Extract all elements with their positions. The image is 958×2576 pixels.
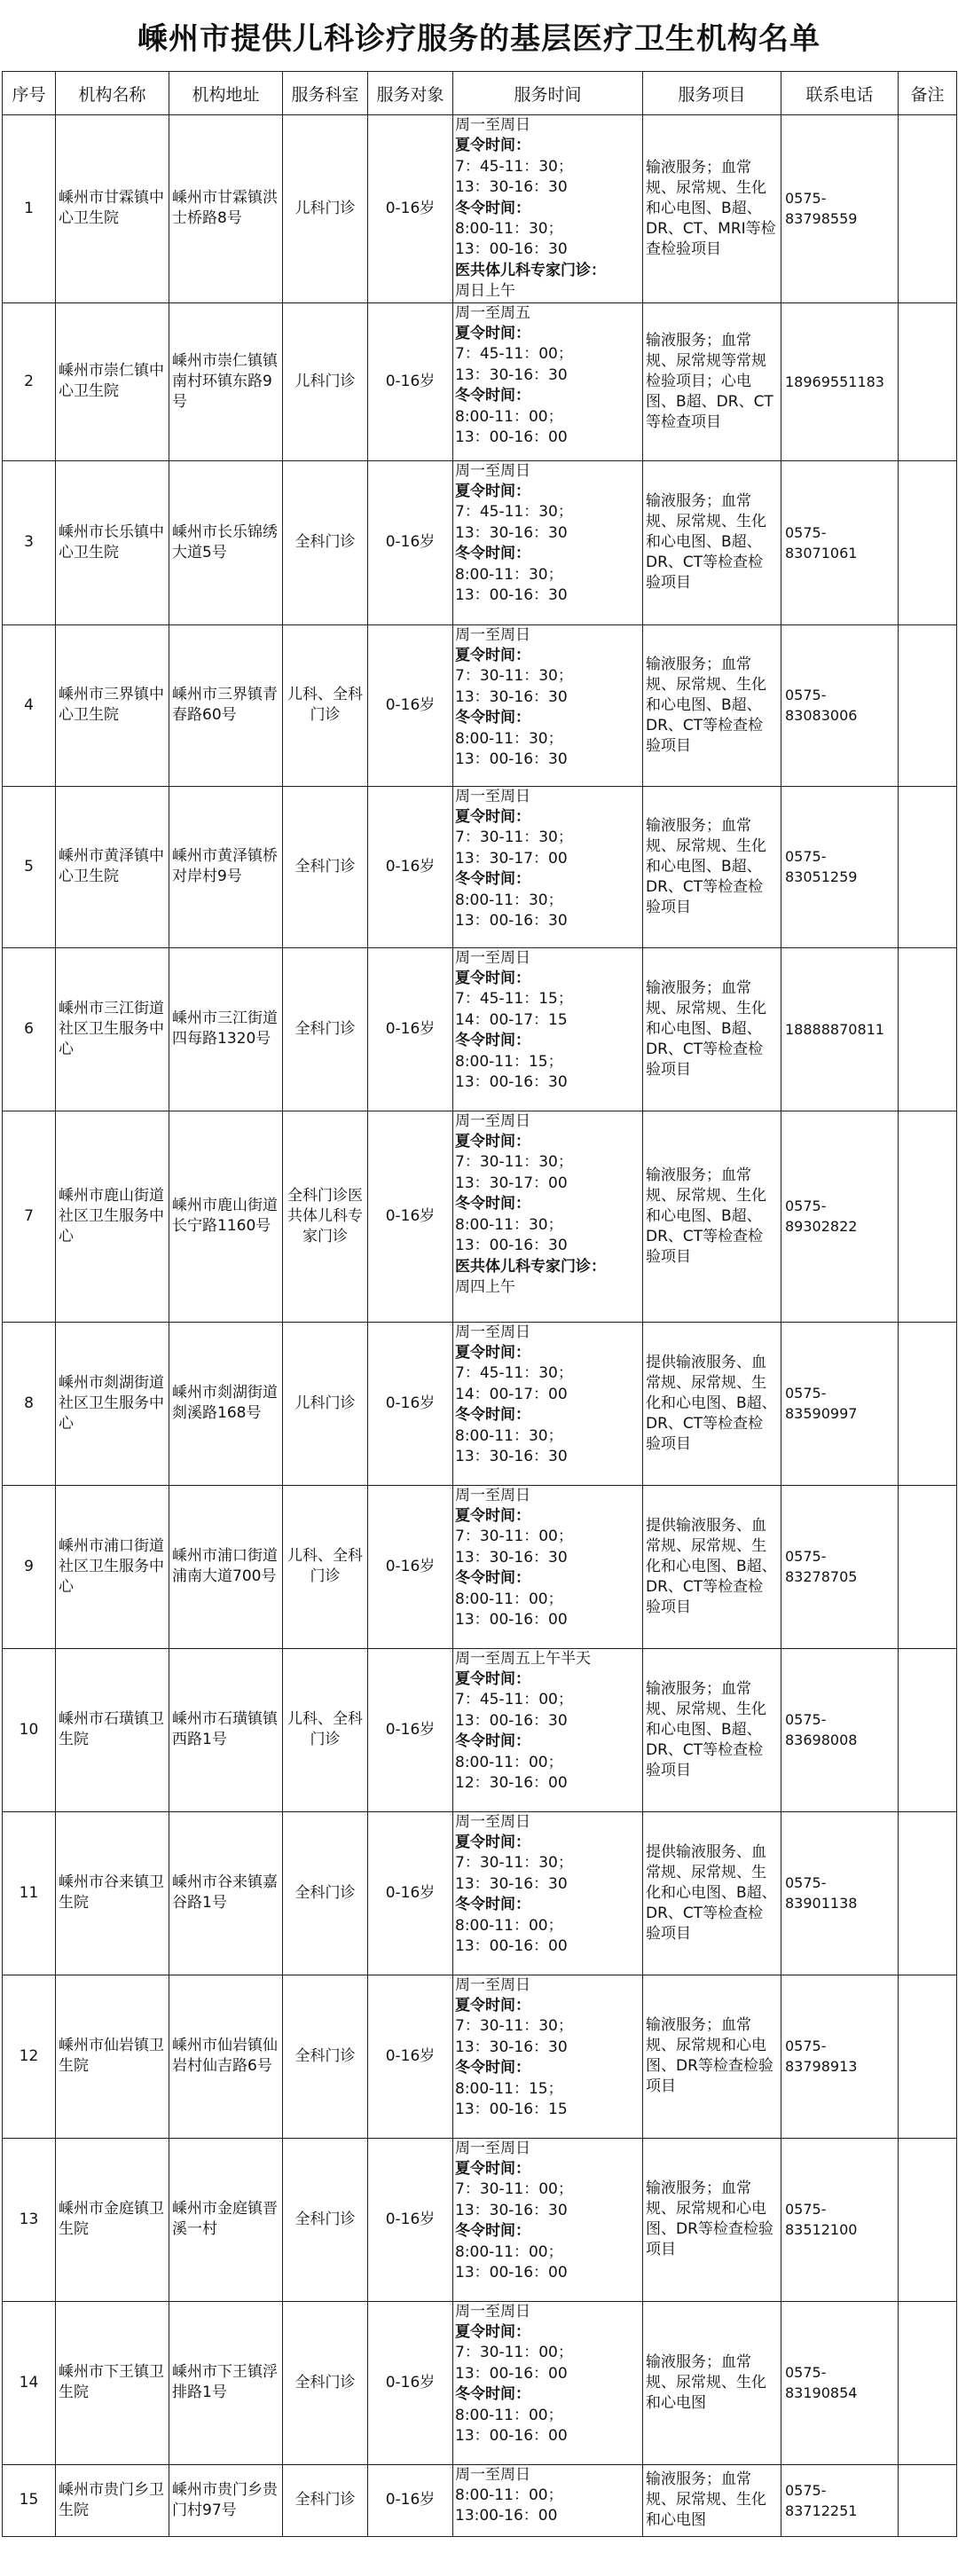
cell-name: 嵊州市金庭镇卫生院 (56, 2138, 169, 2301)
cell-hours (453, 1648, 643, 1811)
cell-name: 嵊州市崇仁镇中心卫生院 (56, 302, 169, 460)
hours-line: 8:00-11：30； (455, 1426, 563, 1445)
cell-dept: 全科门诊 (283, 2138, 368, 2301)
cell-note (899, 947, 957, 1111)
header-cell-name: 机构名称 (56, 72, 169, 115)
cell-hours (453, 2301, 643, 2464)
cell-dept: 儿科、全科门诊 (283, 1485, 368, 1648)
table-row (3, 947, 957, 1111)
hours-line: 13：00-16：00 (455, 2427, 568, 2446)
hours-line: 周一至周日 (455, 2465, 530, 2484)
cell-address: 嵊州市鹿山街道长宁路1160号 (169, 1111, 283, 1322)
cell-no: 7 (3, 1111, 56, 1322)
table-row (3, 624, 957, 786)
hours-line: 8:00-11：15； (455, 1052, 563, 1071)
hours-line: 8:00-11：30； (455, 891, 563, 909)
hours-line: 7：30-11：30； (455, 667, 573, 686)
cell-hours (453, 1322, 643, 1485)
cell-name: 嵊州市谷来镇卫生院 (56, 1811, 169, 1975)
header-cell-note: 备注 (899, 72, 957, 115)
cell-hours (453, 460, 643, 624)
hours-line: 13：30-16：30 (455, 1548, 568, 1567)
cell-no: 14 (3, 2301, 56, 2464)
cell-phone: 0575-83051259 (781, 786, 899, 947)
hours-line: 13：30-16：30 (455, 523, 568, 542)
hours-line: 夏令时间： (455, 137, 530, 155)
hours-line: 7：45-11：00； (455, 345, 573, 364)
cell-no: 1 (3, 115, 56, 303)
cell-target: 0-16岁 (368, 947, 453, 1111)
cell-phone: 0575-83083006 (781, 624, 899, 786)
cell-dept: 全科门诊 (283, 2464, 368, 2536)
hours-line: 冬令时间： (455, 709, 530, 727)
hours-line: 13：00-16：00 (455, 1611, 568, 1630)
hours-line: 8:00-11：30； (455, 220, 563, 239)
cell-note (899, 624, 957, 786)
cell-phone: 18888870811 (781, 947, 899, 1111)
hours-line: 周一至周日 (455, 1975, 530, 1994)
cell-address: 嵊州市金庭镇晋溪一村 (169, 2138, 283, 2301)
hours-line: 13：00-16：00 (455, 2264, 568, 2282)
hours-line: 夏令时间： (455, 1133, 530, 1151)
cell-hours (453, 1485, 643, 1648)
hours-line: 夏令时间： (455, 1670, 530, 1689)
hours-line: 14：00-17：15 (455, 1010, 568, 1029)
hours-line: 7：45-11：30； (455, 157, 573, 176)
cell-items: 输液服务；血常规、尿常规、生化和心电图、B超、DR、CT等检查检验项目 (643, 947, 781, 1111)
cell-no: 13 (3, 2138, 56, 2301)
header-cell-no: 序号 (3, 72, 56, 115)
table-row (3, 1111, 957, 1322)
cell-address: 嵊州市黄泽镇桥对岸村9号 (169, 786, 283, 947)
cell-address: 嵊州市浦口街道浦南大道700号 (169, 1485, 283, 1648)
cell-target: 0-16岁 (368, 460, 453, 624)
hours-line: 周一至周日 (455, 1486, 530, 1504)
hours-line: 夏令时间： (455, 970, 530, 988)
cell-address: 嵊州市贵门乡贵门村97号 (169, 2464, 283, 2536)
cell-name: 嵊州市下王镇卫生院 (56, 2301, 169, 2464)
cell-hours (453, 2138, 643, 2301)
cell-hours (453, 1111, 643, 1322)
cell-items: 输液服务；血常规、尿常规、生化和心电图 (643, 2301, 781, 2464)
cell-no: 9 (3, 1485, 56, 1648)
hours-line: 13：30-16：30 (455, 178, 568, 197)
cell-address: 嵊州市三界镇青春路60号 (169, 624, 283, 786)
hours-line: 周四上午 (455, 1277, 515, 1296)
hours-line: 周日上午 (455, 282, 515, 301)
institution-table (2, 71, 957, 2537)
cell-hours (453, 1975, 643, 2138)
cell-name: 嵊州市甘霖镇中心卫生院 (56, 115, 169, 303)
cell-phone: 0575-83278705 (781, 1485, 899, 1648)
cell-name: 嵊州市贵门乡卫生院 (56, 2464, 169, 2536)
hours-line: 周一至周日 (455, 116, 530, 134)
hours-line: 周一至周日 (455, 461, 530, 480)
table-row (3, 1648, 957, 1811)
hours-line: 冬令时间： (455, 870, 530, 889)
hours-line: 7：30-11：00； (455, 2180, 573, 2199)
cell-dept: 全科门诊 (283, 460, 368, 624)
cell-no: 8 (3, 1322, 56, 1485)
table-row (3, 1811, 957, 1975)
cell-dept: 全科门诊医共体儿科专家门诊 (283, 1111, 368, 1322)
cell-target: 0-16岁 (368, 115, 453, 303)
cell-phone: 0575-89302822 (781, 1111, 899, 1322)
hours-line: 7：30-11：30； (455, 2017, 573, 2036)
cell-note (899, 786, 957, 947)
table-row (3, 2138, 957, 2301)
cell-items: 输液服务；血常规、尿常规和心电图、DR等检查检验项目 (643, 2138, 781, 2301)
hours-line: 14：00-17：00 (455, 1385, 568, 1403)
cell-dept: 全科门诊 (283, 786, 368, 947)
hours-line: 8:00-11：00； (455, 1916, 563, 1935)
hours-line: 冬令时间： (455, 2385, 530, 2404)
cell-note (899, 2138, 957, 2301)
hours-line: 周一至周日 (455, 2302, 530, 2321)
cell-phone: 18969551183 (781, 302, 899, 460)
table-row (3, 1322, 957, 1485)
table-row (3, 2464, 957, 2536)
hours-line: 13：30-17：00 (455, 849, 568, 868)
cell-name: 嵊州市石璜镇卫生院 (56, 1648, 169, 1811)
cell-dept: 儿科门诊 (283, 115, 368, 303)
hours-line: 周一至周日 (455, 1111, 530, 1130)
hours-line: 冬令时间： (455, 2059, 530, 2077)
hours-line: 7：45-11：30； (455, 503, 573, 522)
cell-dept: 儿科门诊 (283, 1322, 368, 1485)
hours-line: 13：30-16：30 (455, 1448, 568, 1466)
hours-line: 夏令时间： (455, 1997, 530, 2015)
cell-no: 6 (3, 947, 56, 1111)
hours-line: 13：00-16：30 (455, 750, 568, 769)
table-row (3, 1975, 957, 2138)
cell-target: 0-16岁 (368, 1322, 453, 1485)
cell-phone: 0575-83901138 (781, 1811, 899, 1975)
table-row (3, 786, 957, 947)
hours-line: 夏令时间： (455, 2160, 530, 2179)
cell-hours (453, 786, 643, 947)
header-cell-target: 服务对象 (368, 72, 453, 115)
cell-target: 0-16岁 (368, 2464, 453, 2536)
cell-dept: 全科门诊 (283, 1975, 368, 2138)
cell-no: 2 (3, 302, 56, 460)
cell-target: 0-16岁 (368, 1648, 453, 1811)
cell-note (899, 460, 957, 624)
hours-line: 夏令时间： (455, 1834, 530, 1852)
cell-address: 嵊州市甘霖镇洪士桥路8号 (169, 115, 283, 303)
cell-items: 输液服务；血常规、尿常规、生化和心电图、B超、DR、CT、MRI等检查检验项目 (643, 115, 781, 303)
cell-target: 0-16岁 (368, 1111, 453, 1322)
cell-address: 嵊州市下王镇浮排路1号 (169, 2301, 283, 2464)
hours-line: 12：30-16：00 (455, 1774, 568, 1793)
hours-line: 13：30-16：30 (455, 2038, 568, 2056)
hours-line: 冬令时间： (455, 545, 530, 563)
hours-line: 周一至周日 (455, 1323, 530, 1341)
header-cell-address: 机构地址 (169, 72, 283, 115)
cell-name: 嵊州市鹿山街道社区卫生服务中心 (56, 1111, 169, 1322)
cell-items: 提供输液服务、血常规、尿常规、生化和心电图、B超、DR、CT等检查检验项目 (643, 1485, 781, 1648)
cell-note (899, 1111, 957, 1322)
cell-items: 输液服务；血常规、尿常规、生化和心电图、B超、DR、CT等检查检验项目 (643, 1111, 781, 1322)
cell-hours (453, 2464, 643, 2536)
page-title: 嵊州市提供儿科诊疗服务的基层医疗卫生机构名单 (137, 20, 821, 57)
cell-note (899, 1975, 957, 2138)
cell-target: 0-16岁 (368, 786, 453, 947)
hours-line: 13：00-16：00 (455, 428, 568, 447)
hours-line: 周一至周日 (455, 948, 530, 967)
cell-no: 15 (3, 2464, 56, 2536)
hours-line: 冬令时间： (455, 1195, 530, 1213)
cell-no: 10 (3, 1648, 56, 1811)
hours-line: 8:00-11：00； (455, 1590, 563, 1608)
hours-line: 冬令时间： (455, 1569, 530, 1588)
hours-line: 7：30-11：00； (455, 2344, 573, 2362)
hours-line: 7：30-11：30； (455, 829, 573, 847)
cell-name: 嵊州市三界镇中心卫生院 (56, 624, 169, 786)
hours-line: 7：30-11：30； (455, 1153, 573, 1172)
cell-dept: 全科门诊 (283, 947, 368, 1111)
hours-line: 医共体儿科专家门诊： (455, 1257, 606, 1276)
hours-line: 冬令时间： (455, 1406, 530, 1425)
hours-line: 13:00-16：00 (455, 2507, 558, 2525)
hours-line: 医共体儿科专家门诊： (455, 261, 606, 279)
hours-line: 夏令时间： (455, 2323, 530, 2342)
cell-items: 输液服务；血常规、尿常规、生化和心电图、B超、DR、CT等检查检验项目 (643, 786, 781, 947)
cell-items: 提供输液服务、血常规、尿常规、生化和心电图、B超、DR、CT等检查检验项目 (643, 1811, 781, 1975)
hours-line: 8:00-11：15； (455, 2079, 563, 2098)
hours-line: 8:00-11：00； (455, 2406, 563, 2424)
cell-target: 0-16岁 (368, 302, 453, 460)
cell-note (899, 1648, 957, 1811)
hours-line: 周一至周日 (455, 1812, 530, 1831)
cell-note (899, 1811, 957, 1975)
cell-phone: 0575-83798913 (781, 1975, 899, 2138)
table-row (3, 2301, 957, 2464)
header-cell-dept: 服务科室 (283, 72, 368, 115)
hours-line: 8:00-11：00； (455, 407, 563, 426)
cell-hours (453, 302, 643, 460)
hours-line: 7：30-11：30； (455, 1854, 573, 1873)
hours-line: 8:00-11：30； (455, 729, 563, 748)
cell-address: 嵊州市石璜镇镇西路1号 (169, 1648, 283, 1811)
hours-line: 13：30-16：30 (455, 687, 568, 706)
header-cell-hours: 服务时间 (453, 72, 643, 115)
hours-line: 7：45-11：15； (455, 990, 573, 1009)
cell-target: 0-16岁 (368, 624, 453, 786)
cell-phone: 0575-83190854 (781, 2301, 899, 2464)
cell-address: 嵊州市长乐锦绣大道5号 (169, 460, 283, 624)
cell-items: 输液服务；血常规、尿常规等常规检验项目；心电图、B超、DR、CT等检查项目 (643, 302, 781, 460)
cell-address: 嵊州市崇仁镇镇南村环镇东路9号 (169, 302, 283, 460)
hours-line: 8:00-11：30； (455, 565, 563, 584)
header-cell-phone: 联系电话 (781, 72, 899, 115)
hours-line: 8:00-11：00； (455, 2242, 563, 2261)
cell-address: 嵊州市三江街道四每路1320号 (169, 947, 283, 1111)
hours-line: 夏令时间： (455, 483, 530, 501)
cell-phone: 0575-83071061 (781, 460, 899, 624)
cell-dept: 儿科门诊 (283, 302, 368, 460)
cell-note (899, 1322, 957, 1485)
cell-note (899, 115, 957, 303)
cell-address: 嵊州市谷来镇嘉谷路1号 (169, 1811, 283, 1975)
hours-line: 夏令时间： (455, 1344, 530, 1363)
cell-items: 输液服务；血常规、尿常规、生化和心电图、B超、DR、CT等检查检验项目 (643, 460, 781, 624)
hours-line: 冬令时间： (455, 387, 530, 405)
table-row (3, 1485, 957, 1648)
hours-line: 13：00-16：15 (455, 2101, 568, 2119)
cell-phone: 0575-83712251 (781, 2464, 899, 2536)
cell-no: 4 (3, 624, 56, 786)
hours-line: 周一至周五 (455, 303, 530, 322)
table-row (3, 302, 957, 460)
cell-dept: 全科门诊 (283, 1811, 368, 1975)
cell-items: 输液服务；血常规、尿常规和心电图、DR等检查检验项目 (643, 1975, 781, 2138)
hours-line: 8:00-11：00； (455, 1753, 563, 1771)
hours-line: 周一至周日 (455, 625, 530, 644)
table-row (3, 460, 957, 624)
hours-line: 13：00-16：30 (455, 912, 568, 931)
cell-name: 嵊州市浦口街道社区卫生服务中心 (56, 1485, 169, 1648)
cell-address: 嵊州市仙岩镇仙岩村仙吉路6号 (169, 1975, 283, 2138)
cell-name: 嵊州市黄泽镇中心卫生院 (56, 786, 169, 947)
hours-line: 夏令时间： (455, 808, 530, 827)
cell-hours (453, 1811, 643, 1975)
cell-dept: 儿科、全科门诊 (283, 1648, 368, 1811)
hours-line: 8:00-11：30； (455, 1215, 563, 1234)
hours-line: 13：00-16：00 (455, 1937, 568, 1956)
cell-phone: 0575-83512100 (781, 2138, 899, 2301)
cell-name: 嵊州市剡湖街道社区卫生服务中心 (56, 1322, 169, 1485)
cell-phone: 0575-83590997 (781, 1322, 899, 1485)
hours-line: 冬令时间： (455, 1032, 530, 1050)
hours-line: 13：00-16：30 (455, 1237, 568, 1255)
cell-no: 12 (3, 1975, 56, 2138)
cell-phone: 0575-83698008 (781, 1648, 899, 1811)
cell-hours (453, 624, 643, 786)
cell-items: 输液服务；血常规、尿常规、生化和心电图、B超、DR、CT等检查检验项目 (643, 1648, 781, 1811)
cell-no: 3 (3, 460, 56, 624)
hours-line: 冬令时间： (455, 1896, 530, 1914)
hours-line: 13：00-16：30 (455, 240, 568, 259)
hours-line: 夏令时间： (455, 647, 530, 665)
cell-note (899, 1485, 957, 1648)
cell-hours (453, 947, 643, 1111)
cell-target: 0-16岁 (368, 2138, 453, 2301)
hours-line: 13：00-16：00 (455, 2364, 568, 2383)
hours-line: 13：30-17：00 (455, 1174, 568, 1192)
cell-name: 嵊州市仙岩镇卫生院 (56, 1975, 169, 2138)
cell-note (899, 2301, 957, 2464)
hours-line: 13：30-16：30 (455, 365, 568, 384)
hours-line: 冬令时间： (455, 199, 530, 217)
cell-items: 输液服务；血常规、尿常规、生化和心电图、B超、DR、CT等检查检验项目 (643, 624, 781, 786)
header-row (3, 72, 957, 115)
hours-line: 冬令时间： (455, 2222, 530, 2241)
hours-line: 夏令时间： (455, 1507, 530, 1526)
hours-line: 7：45-11：00； (455, 1691, 573, 1709)
hours-line: 13：00-16：30 (455, 1711, 568, 1730)
cell-target: 0-16岁 (368, 1811, 453, 1975)
cell-no: 11 (3, 1811, 56, 1975)
cell-dept: 儿科、全科门诊 (283, 624, 368, 786)
cell-items: 输液服务；血常规、尿常规、生化和心电图 (643, 2464, 781, 2536)
hours-line: 夏令时间： (455, 325, 530, 343)
cell-no: 5 (3, 786, 56, 947)
cell-address: 嵊州市剡湖街道剡溪路168号 (169, 1322, 283, 1485)
hours-line: 8:00-11：00； (455, 2486, 563, 2505)
hours-line: 13：30-16：30 (455, 2201, 568, 2219)
cell-items: 提供输液服务、血常规、尿常规、生化和心电图、B超、DR、CT等检查检验项目 (643, 1322, 781, 1485)
cell-name: 嵊州市长乐镇中心卫生院 (56, 460, 169, 624)
cell-name: 嵊州市三江街道社区卫生服务中心 (56, 947, 169, 1111)
cell-hours (453, 115, 643, 303)
hours-line: 7：30-11：00； (455, 1528, 573, 1546)
header-cell-items: 服务项目 (643, 72, 781, 115)
table-body (3, 115, 957, 2537)
table-row (3, 115, 957, 303)
hours-line: 周一至周日 (455, 2139, 530, 2157)
hours-line: 13：00-16：30 (455, 586, 568, 605)
cell-dept: 全科门诊 (283, 2301, 368, 2464)
hours-line: 13：30-16：30 (455, 1874, 568, 1893)
hours-line: 13：00-16：30 (455, 1073, 568, 1092)
cell-note (899, 302, 957, 460)
cell-phone: 0575-83798559 (781, 115, 899, 303)
cell-target: 0-16岁 (368, 1485, 453, 1648)
cell-target: 0-16岁 (368, 1975, 453, 2138)
cell-note (899, 2464, 957, 2536)
hours-line: 冬令时间： (455, 1732, 530, 1751)
cell-target: 0-16岁 (368, 2301, 453, 2464)
hours-line: 周一至周日 (455, 787, 530, 805)
hours-line: 7：45-11：30； (455, 1364, 573, 1383)
hours-line: 周一至周五上午半天 (455, 1649, 591, 1668)
